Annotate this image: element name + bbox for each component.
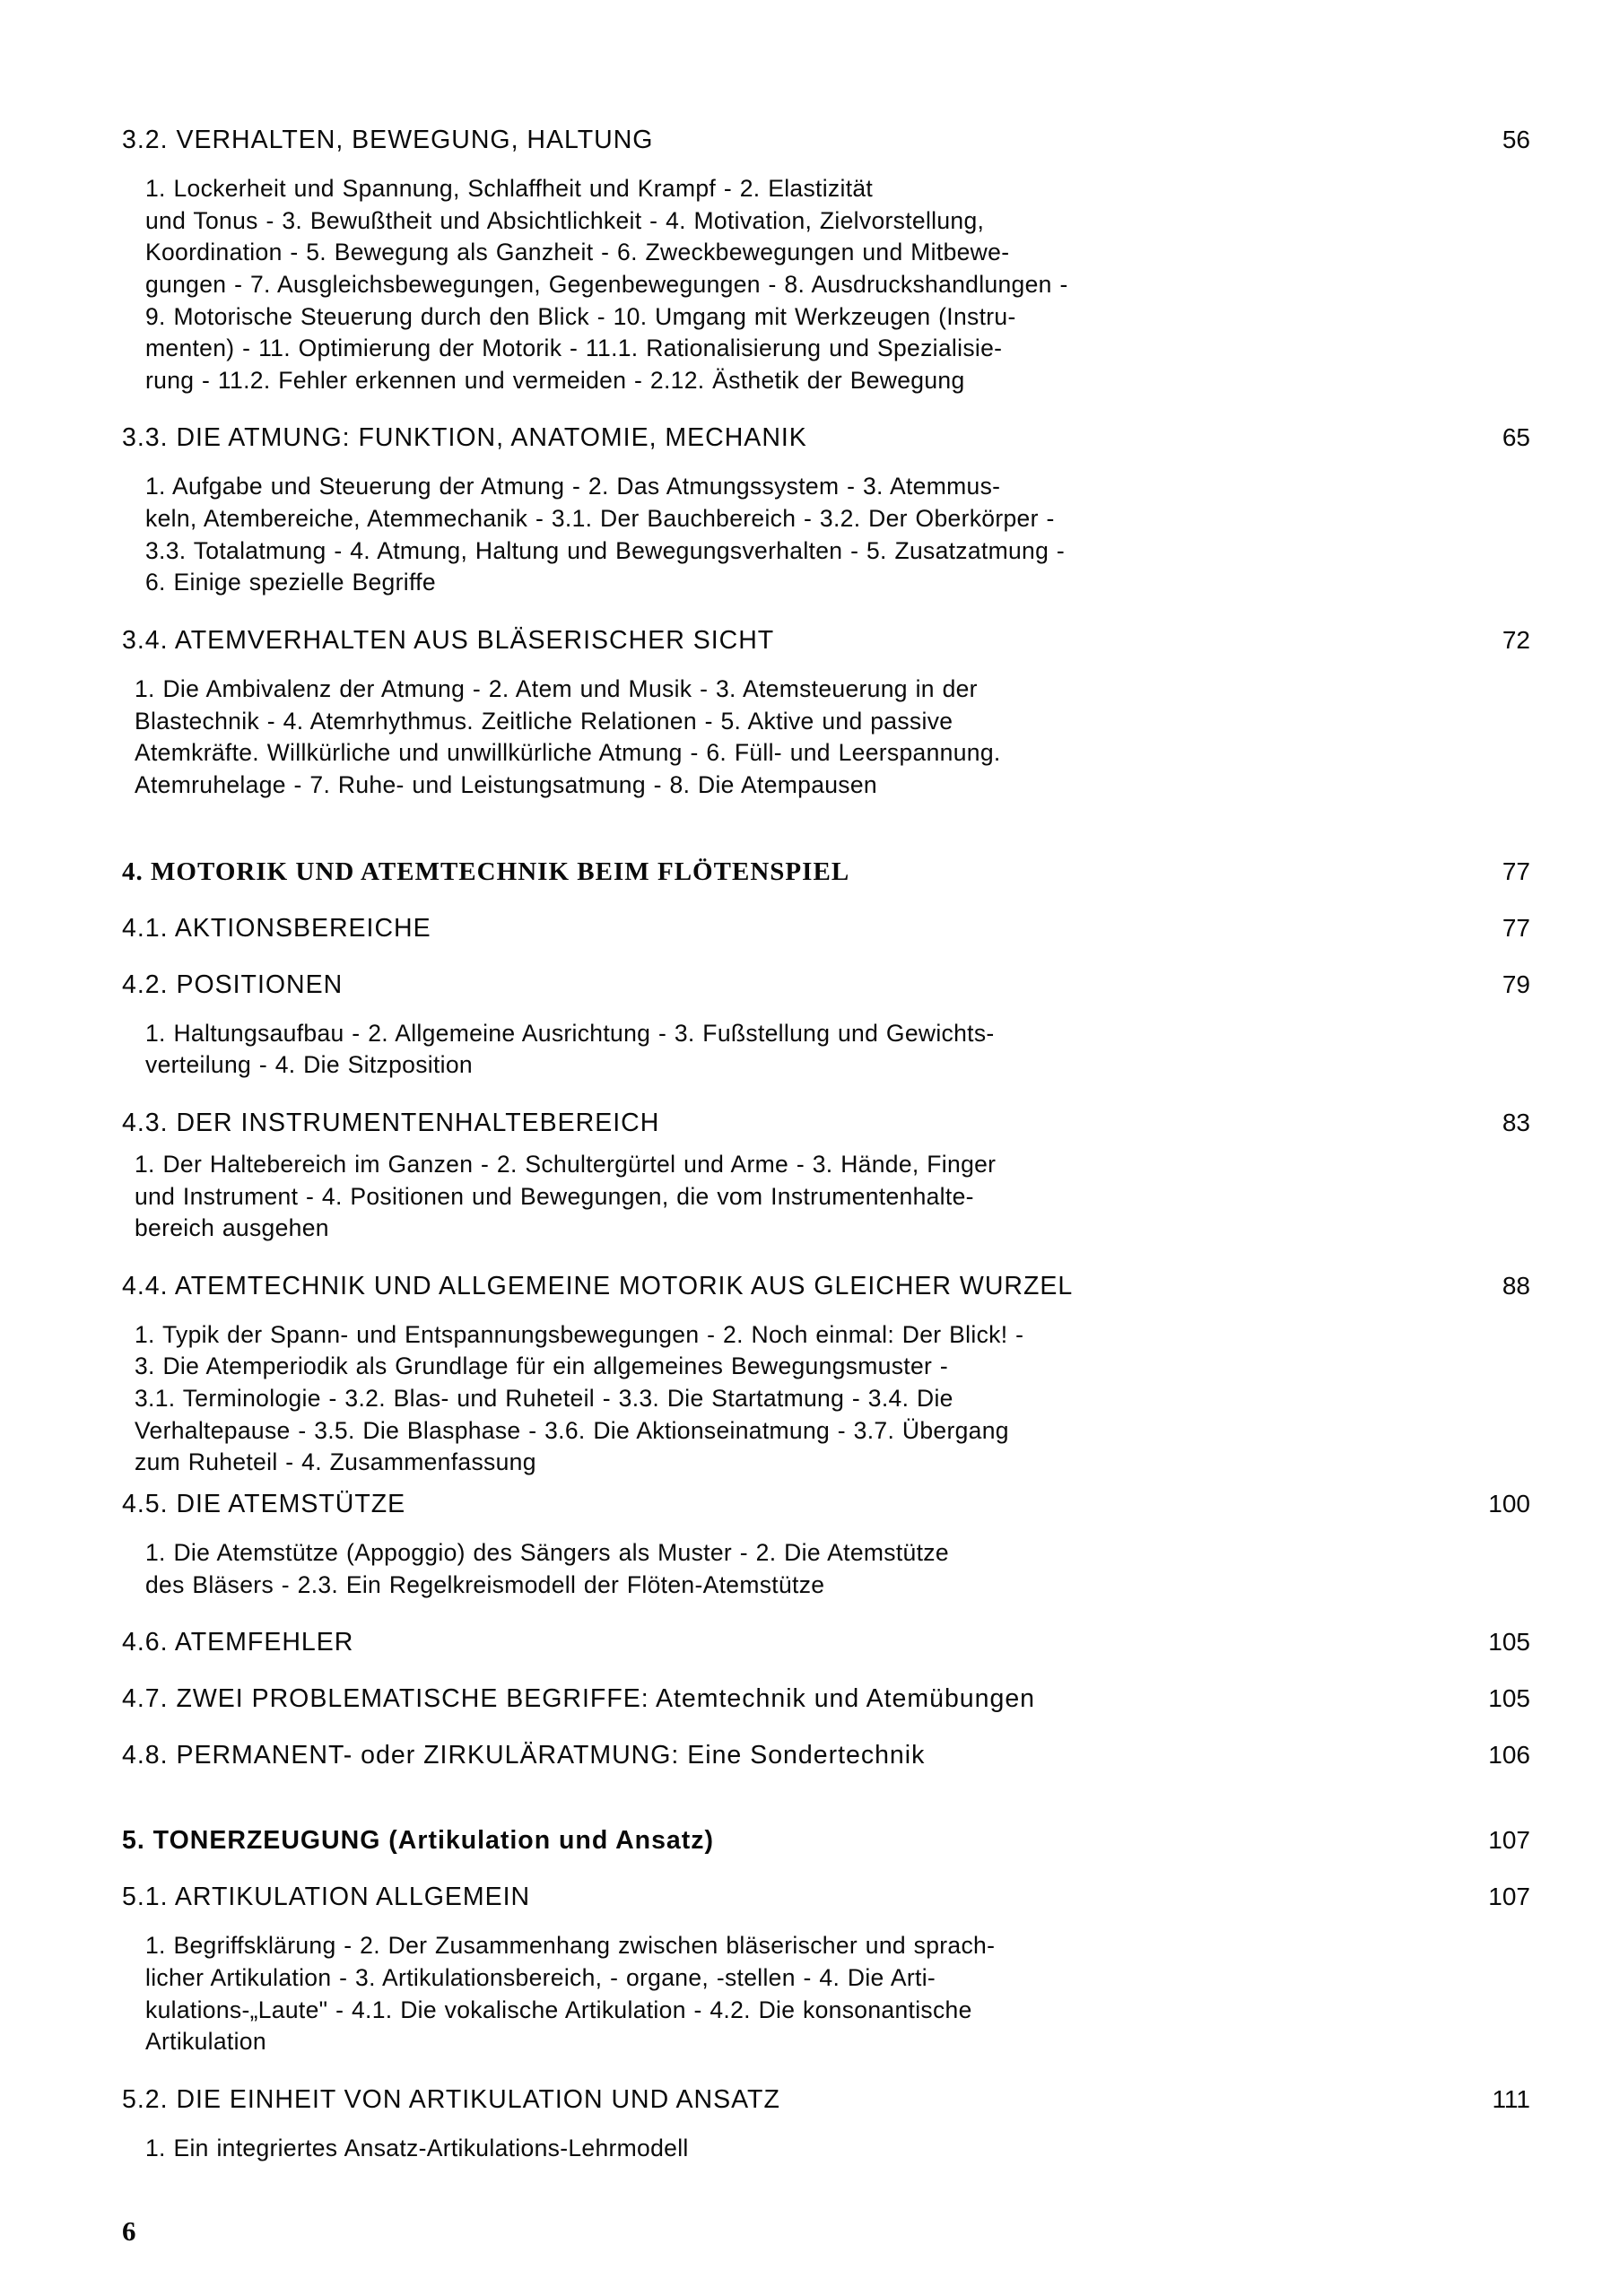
spacer: [122, 2058, 1530, 2085]
toc-entry-3-2[interactable]: [122, 126, 1530, 155]
toc-entry-4-1[interactable]: [122, 914, 1530, 944]
toc-entry-chapter-5[interactable]: [122, 1826, 1530, 1856]
spacer: [122, 2115, 1530, 2133]
toc-entry-page-number: 105: [1488, 1628, 1530, 1657]
spacer: [122, 1856, 1530, 1883]
toc-entry-subitems-3-3: [122, 471, 1450, 599]
toc-entry-title: 4. MOTORIK UND ATEMTECHNIK BEIM FLÖTENSPIEL: [122, 857, 850, 886]
page-folio: 6: [122, 2215, 136, 2247]
toc-entry-page-number: 100: [1488, 1490, 1530, 1518]
toc-subitem-line: Verhaltepause - 3.5. Die Blasphase - 3.6. Die Aktionseinatmung - 3.7. Übergang: [135, 1416, 1009, 1444]
toc-subitem-line: 1. Typik der Spann- und Entspannungsbewegungen - 2. Noch einmal: Der Blick! -: [135, 1320, 1024, 1348]
toc-entry-page-number: 72: [1502, 626, 1530, 655]
toc-entry-subitems-5-2: [122, 2133, 1450, 2165]
toc-subitem-line: und Tonus - 3. Bewußtheit und Absichtlichkeit - 4. Motivation, Zielvorstellung,: [145, 206, 985, 234]
toc-entry-5-2[interactable]: [122, 2085, 1530, 2115]
spacer: [122, 1245, 1530, 1272]
spacer: [122, 887, 1530, 914]
spacer: [122, 1601, 1530, 1628]
spacer: [122, 1714, 1530, 1741]
toc-subitem-line: Blastechnik - 4. Atemrhythmus. Zeitliche Relationen - 5. Aktive und passive: [135, 707, 953, 735]
toc-subitem-line: 1. Der Haltebereich im Ganzen - 2. Schultergürtel und Arme - 3. Hände, Finger: [135, 1150, 997, 1178]
toc-entry-subitems-3-2: [122, 173, 1450, 396]
spacer: [122, 1301, 1530, 1319]
spacer: [122, 1912, 1530, 1930]
toc-subitem-line: licher Artikulation - 3. Artikulationsbereich, - organe, -stellen - 4. Die Arti-: [145, 1963, 936, 1991]
spacer: [122, 1657, 1530, 1684]
toc-entry-page-number: 56: [1502, 126, 1530, 153]
toc-entry-4-8[interactable]: [122, 1741, 1530, 1770]
toc-subitem-line: und Instrument - 4. Positionen und Bewegungen, die vom Instrumentenhalte-: [135, 1182, 974, 1210]
toc-entry-subitems-5-1: [122, 1930, 1450, 2058]
spacer: [122, 396, 1530, 423]
toc-entry-title: 3.3. DIE ATMUNG: FUNKTION, ANATOMIE, MECHANIK: [122, 423, 807, 453]
toc-entry-title: 4.7. ZWEI PROBLEMATISCHE BEGRIFFE: Atemtechnik und Atemübungen: [122, 1684, 1036, 1714]
toc-entry-4-6[interactable]: [122, 1628, 1530, 1657]
spacer: [122, 1770, 1530, 1826]
toc-entry-title: 5.2. DIE EINHEIT VON ARTIKULATION UND ANSATZ: [122, 2084, 780, 2114]
toc-list: [122, 126, 1530, 2165]
toc-subitem-line: menten) - 11. Optimierung der Motorik - 11.1. Rationalisierung und Spezialisie-: [145, 335, 1003, 362]
toc-entry-title: 4.2. POSITIONEN: [122, 970, 344, 999]
toc-entry-page-number: 65: [1502, 423, 1530, 452]
spacer: [122, 802, 1530, 857]
toc-entry-4-2[interactable]: [122, 970, 1530, 1000]
spacer: [122, 944, 1530, 970]
toc-subitem-line: Atemruhelage - 7. Ruhe- und Leistungsatmung - 8. Die Atempausen: [135, 770, 877, 798]
toc-entry-4-5[interactable]: [122, 1490, 1530, 1519]
toc-subitem-line: 1. Aufgabe und Steuerung der Atmung - 2. Das Atmungssystem - 3. Atemmus-: [145, 473, 1001, 500]
toc-subitem-line: 1. Die Atemstütze (Appoggio) des Sängers als Muster - 2. Die Atemstütze: [145, 1539, 949, 1567]
toc-entry-4-4[interactable]: [122, 1272, 1530, 1301]
toc-entry-page-number: 88: [1502, 1271, 1530, 1300]
toc-entry-title: 4.4. ATEMTECHNIK UND ALLGEMEINE MOTORIK AUS GLEICHER WURZEL: [122, 1271, 1074, 1300]
toc-entry-4-3[interactable]: [122, 1109, 1530, 1138]
spacer: [122, 453, 1530, 471]
toc-subitem-line: gungen - 7. Ausgleichsbewegungen, Gegenbewegungen - 8. Ausdruckshandlungen -: [145, 270, 1068, 298]
toc-entry-page-number: 111: [1492, 2084, 1530, 2113]
toc-entry-subitems-3-4: [122, 674, 1440, 802]
toc-subitem-line: 1. Begriffsklärung - 2. Der Zusammenhang zwischen bläserischer und sprach-: [145, 1932, 996, 1960]
toc-entry-title: 4.5. DIE ATEMSTÜTZE: [122, 1490, 406, 1519]
spacer: [122, 1479, 1530, 1490]
toc-entry-title: 4.3. DER INSTRUMENTENHALTEBEREICH: [122, 1108, 660, 1137]
spacer: [122, 599, 1530, 626]
toc-entry-title: 3.2. VERHALTEN, BEWEGUNG, HALTUNG: [122, 126, 654, 154]
toc-subitem-line: kulations-„Laute" - 4.1. Die vokalische Artikulation - 4.2. Die konsonantische: [145, 1996, 972, 2023]
toc-subitem-line: verteilung - 4. Die Sitzposition: [145, 1051, 473, 1079]
toc-entry-title: 5. TONERZEUGUNG (Artikulation und Ansatz): [122, 1826, 714, 1856]
toc-subitem-line: 9. Motorische Steuerung durch den Blick - 10. Umgang mit Werkzeugen (Instru-: [145, 302, 1016, 330]
toc-subitem-line: Koordination - 5. Bewegung als Ganzheit - 6. Zweckbewegungen und Mitbewe-: [145, 239, 1010, 266]
spacer: [122, 1519, 1530, 1537]
toc-entry-subitems-4-4: [122, 1319, 1440, 1479]
toc-entry-page-number: 77: [1502, 857, 1530, 885]
toc-subitem-line: 3.3. Totalatmung - 4. Atmung, Haltung und Bewegungsverhalten - 5. Zusatzatmung -: [145, 536, 1066, 564]
toc-subitem-line: 1. Haltungsaufbau - 2. Allgemeine Ausrichtung - 3. Fußstellung und Gewichts-: [145, 1019, 995, 1047]
toc-entry-subitems-4-2: [122, 1018, 1450, 1082]
toc-entry-title: 4.6. ATEMFEHLER: [122, 1628, 354, 1657]
spacer: [122, 1000, 1530, 1018]
toc-entry-page-number: 77: [1502, 913, 1530, 942]
toc-subitem-line: 3.1. Terminologie - 3.2. Blas- und Ruheteil - 3.3. Die Startatmung - 3.4. Die: [135, 1385, 953, 1413]
toc-entry-page-number: 105: [1488, 1684, 1530, 1713]
spacer: [122, 1082, 1530, 1109]
toc-entry-5-1[interactable]: [122, 1883, 1530, 1912]
toc-subitem-line: 1. Lockerheit und Spannung, Schlaffheit und Krampf - 2. Elastizität: [145, 175, 874, 202]
toc-entry-title: 4.8. PERMANENT- oder ZIRKULÄRATMUNG: Eine Sondertechnik: [122, 1741, 926, 1770]
toc-subitem-line: 3. Die Atemperiodik als Grundlage für ein allgemeines Bewegungsmuster -: [135, 1352, 949, 1380]
spacer: [122, 656, 1530, 674]
toc-entry-3-3[interactable]: [122, 423, 1530, 453]
toc-subitem-line: 6. Einige spezielle Begriffe: [145, 569, 436, 596]
toc-entry-title: 5.1. ARTIKULATION ALLGEMEIN: [122, 1883, 531, 1912]
toc-entry-page-number: 107: [1488, 1883, 1530, 1911]
toc-entry-title: 3.4. ATEMVERHALTEN AUS BLÄSERISCHER SICHT: [122, 626, 775, 656]
toc-entry-page-number: 107: [1488, 1826, 1530, 1855]
toc-entry-4-7[interactable]: [122, 1684, 1530, 1714]
toc-subitem-line: zum Ruheteil - 4. Zusammenfassung: [135, 1448, 536, 1476]
toc-entry-page-number: 106: [1488, 1741, 1530, 1770]
spacer: [122, 155, 1530, 173]
toc-subitem-line: bereich ausgehen: [135, 1214, 329, 1242]
toc-entry-page-number: 83: [1502, 1108, 1530, 1136]
toc-entry-3-4[interactable]: [122, 626, 1530, 656]
toc-subitem-line: rung - 11.2. Fehler erkennen und vermeiden - 2.12. Ästhetik der Bewegung: [145, 366, 965, 394]
toc-subitem-line: des Bläsers - 2.3. Ein Regelkreismodell der Flöten-Atemstütze: [145, 1570, 825, 1598]
toc-subitem-line: Atemkräfte. Willkürliche und unwillkürliche Atmung - 6. Füll- und Leerspannung.: [135, 739, 1001, 767]
toc-subitem-line: 1. Die Ambivalenz der Atmung - 2. Atem und Musik - 3. Atemsteuerung in der: [135, 675, 978, 703]
toc-entry-subitems-4-5: [122, 1537, 1450, 1601]
toc-subitem-line: keln, Atembereiche, Atemmechanik - 3.1. Der Bauchbereich - 3.2. Der Oberkörper -: [145, 505, 1055, 533]
toc-subitem-line: 1. Ein integriertes Ansatz-Artikulations-Lehrmodell: [145, 2134, 689, 2161]
toc-entry-subitems-4-3: [122, 1149, 1440, 1245]
toc-entry-chapter-4[interactable]: [122, 857, 1530, 887]
spacer: [122, 1138, 1530, 1149]
toc-subitem-line: Artikulation: [145, 2028, 266, 2056]
toc-entry-page-number: 79: [1502, 970, 1530, 998]
toc-entry-title: 4.1. AKTIONSBEREICHE: [122, 913, 431, 943]
